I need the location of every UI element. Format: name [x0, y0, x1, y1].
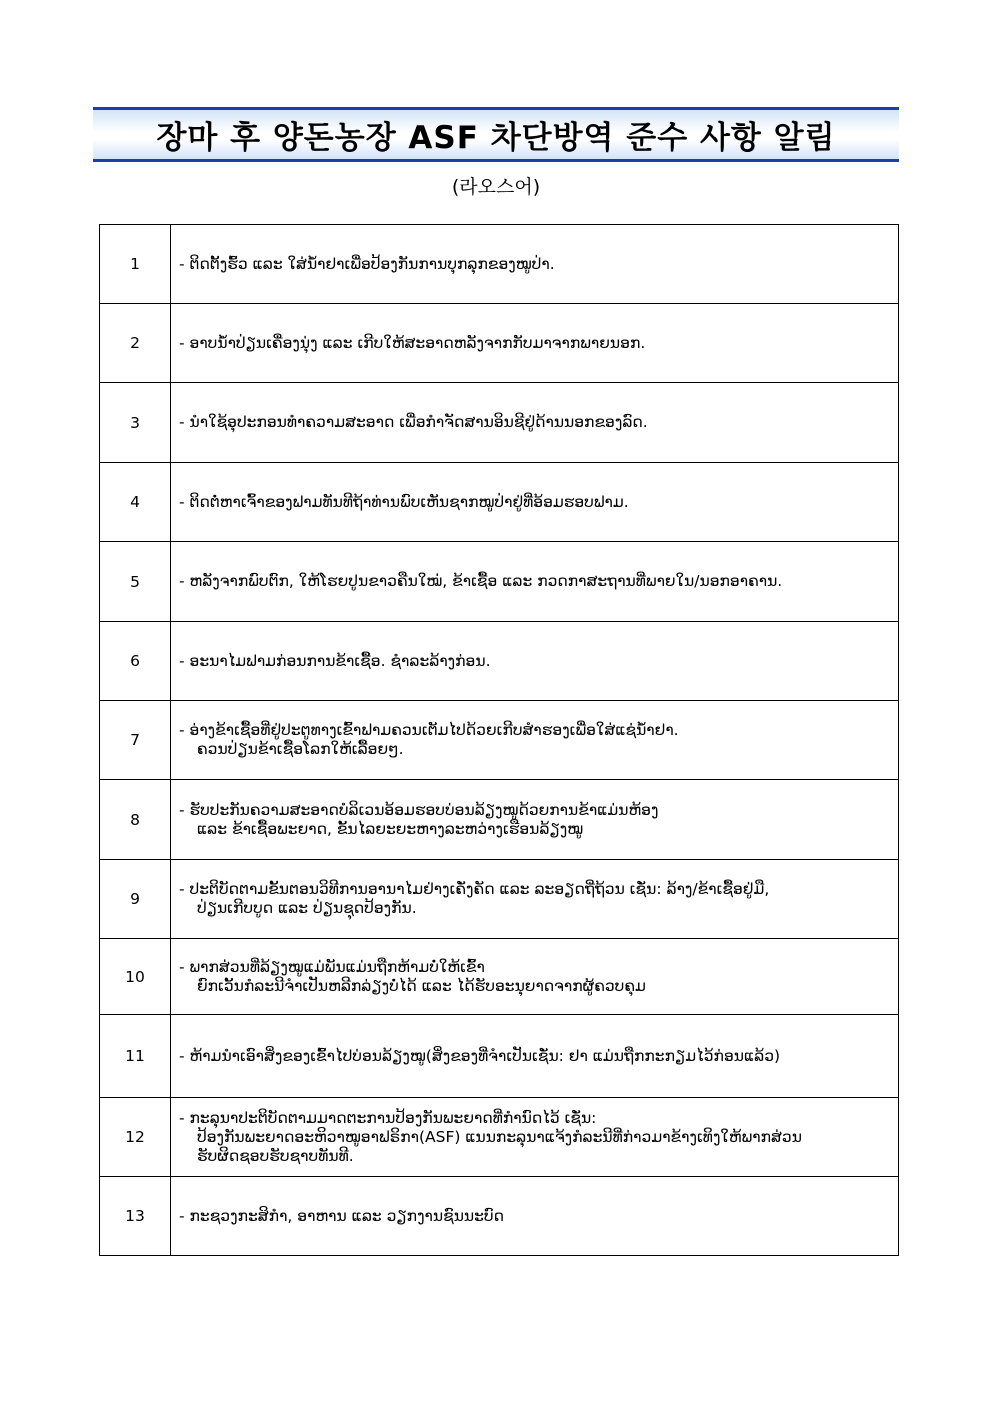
content-line: ປ້ອງກັນພະຍາດອະຫິວາໝູອາຟຣິກາ(ASF) ແນນກະລຸນາແຈ້ງກໍລະນີທີ່ກ່າວມາຂ້າງເທິງໃຫ້ພາກສ່ວນ [197, 1127, 802, 1146]
table-row [100, 542, 899, 622]
row-number: 3 [100, 383, 171, 463]
row-number: 11 [100, 1015, 171, 1098]
content-line: ປ່ຽນເກີບບູດ ແລະ ປ່ຽນຊຸດປ້ອງກັນ. [197, 899, 417, 917]
row-content [171, 1015, 899, 1098]
table-row [100, 701, 899, 780]
title-bar [93, 107, 899, 162]
content-line: - ຮັບປະກັນຄວາມສະອາດບໍລິເວນອ້ອມຮອບບ່ອນລ້ຽງໝູດ້ວຍການຂ້າແມ່ນຫ້ອງ [179, 800, 659, 819]
content-line: - ອ່າງຂ້າເຊື້ອທີ່ຢູ່ປະຕູທາງເຂົ້າຟາມຄວນເຕັມໄປດ້ວຍເກີບສຳຮອງເພື່ອໃສ່ແຊ່ນ້ຳຢາ. [179, 721, 679, 739]
table-row [100, 1098, 899, 1177]
table-row [100, 463, 899, 542]
row-content [171, 304, 899, 383]
content-line: - ອາບນ້ຳປ່ຽນເຄື່ອງນຸ່ງ ແລະ ເກີບໃຫ້ສະອາດຫລັງຈາກກັບມາຈາກພາຍນອກ. [179, 333, 646, 352]
row-number: 2 [100, 304, 171, 383]
content-line: - ຫ້າມນຳເອົາສິ່ງຂອງເຂົ້າໄປບ່ອນລ້ຽງໝູ(ສິ່ງຂອງທີ່ຈຳເປັນເຊັ່ນ: ຢາ ແມ່ນຖືກກະກຽມໄວ້ກ່ອນແລ້ວ) [179, 1046, 781, 1065]
table-row [100, 1015, 899, 1098]
content-line: - ຕິດຕໍ່ຫາເຈົ້າຂອງຟາມທັນທີຖ້າທ່ານພົບເຫັນຊາກໝູປ່າຢູ່ທີ່ອ້ອມຮອບຟາມ. [179, 492, 629, 511]
table-row [100, 780, 899, 860]
page-title: 장마 후 양돈농장 ASF 차단방역 준수 사항 알림 [156, 120, 836, 156]
row-content [171, 701, 899, 780]
content-line: - ກະລຸນາປະຕິບັດຕາມມາດຕະການປ້ອງກັນພະຍາດທີ່ກຳນົດໄວ້ ເຊັ່ນ: [179, 1108, 597, 1127]
row-content [171, 1098, 899, 1177]
row-content [171, 542, 899, 622]
content-line: ຄວນປ່ຽນຂ້າເຊື້ອໂລກໃຫ້ເລື້ອຍໆ. [197, 740, 404, 758]
row-content [171, 780, 899, 860]
row-number: 13 [100, 1177, 171, 1256]
notice-table [99, 224, 899, 1256]
row-number: 9 [100, 860, 171, 939]
content-line: ຍົກເວັ້ນກໍລະນີຈຳເປັນຫລີກລ່ຽງບໍ່ໄດ້ ແລະ ໄດ້ຮັບອະນຸຍາດຈາກຜູ້ຄວບຄຸມ [197, 976, 646, 995]
row-number: 10 [100, 939, 171, 1015]
table-row [100, 939, 899, 1015]
content-line: - ນຳໃຊ້ອຸປະກອນທຳຄວາມສະອາດ ເພື່ອກຳຈັດສານອິນຊີຢູ່ດ້ານນອກຂອງລົດ. [179, 413, 648, 431]
table-row [100, 225, 899, 304]
table-row [100, 304, 899, 383]
row-number: 7 [100, 701, 171, 780]
row-number: 1 [100, 225, 171, 304]
table-row [100, 1177, 899, 1256]
row-number: 8 [100, 780, 171, 860]
row-number: 5 [100, 542, 171, 622]
table-row [100, 383, 899, 463]
content-line: - ພາກສ່ວນທີ່ລ້ຽງໝູແມ່ພັນແມ່ນຖືກຫ້າມບໍ່ໃຫ້ເຂົ້າ [179, 957, 485, 976]
content-line: - ກະຊວງກະສິກຳ, ອາຫານ ແລະ ວຽກງານຊົນນະບົດ [179, 1206, 505, 1225]
row-content [171, 860, 899, 939]
content-line: - ປະຕິບັດຕາມຂັ້ນຕອນວິທີການອານາໄມຢ່າງເຄັ່ງຄັດ ແລະ ລະອຽດຖີ່ຖ້ວນ ເຊັ່ນ: ລ້າງ/ຂ້າເຊື້ອຢູ່ມື, [179, 880, 770, 898]
row-content [171, 939, 899, 1015]
row-number: 12 [100, 1098, 171, 1177]
content-line: ແລະ ຂ້າເຊື້ອພະຍາດ, ຂັ້ນໄລຍະຍະຫາງລະຫວ່າງເຮືອນລ້ຽງໝູ [197, 819, 584, 838]
row-content [171, 1177, 899, 1256]
language-subtitle: (라오스어) [451, 176, 541, 198]
content-line: - ຫລັງຈາກພົບຕົກ, ໃຫ້ໂຮຍປູນຂາວຄືນໃໝ່, ຂ້າເຊື້ອ ແລະ ກວດກາສະຖານທີ່ພາຍໃນ/ນອກອາຄານ. [179, 572, 783, 590]
row-number: 4 [100, 463, 171, 542]
row-content [171, 225, 899, 304]
row-number: 6 [100, 622, 171, 701]
content-line: - ອະນາໄມຟາມກ່ອນການຂ້າເຊື້ອ. ຊຳລະລ້າງກ່ອນ. [179, 651, 491, 670]
row-content [171, 463, 899, 542]
row-content [171, 622, 899, 701]
table-row [100, 860, 899, 939]
row-content [171, 383, 899, 463]
content-line: ຮັບຜິດຊອບຮັບຊາບທັນທີ. [197, 1146, 354, 1165]
content-line: - ຕິດຕັ້ງຮົ້ວ ແລະ ໃສ່ນ້ຳຢາເພື່ອປ້ອງກັນການບຸກລຸກຂອງໝູປ່າ. [179, 254, 555, 273]
table-row [100, 622, 899, 701]
